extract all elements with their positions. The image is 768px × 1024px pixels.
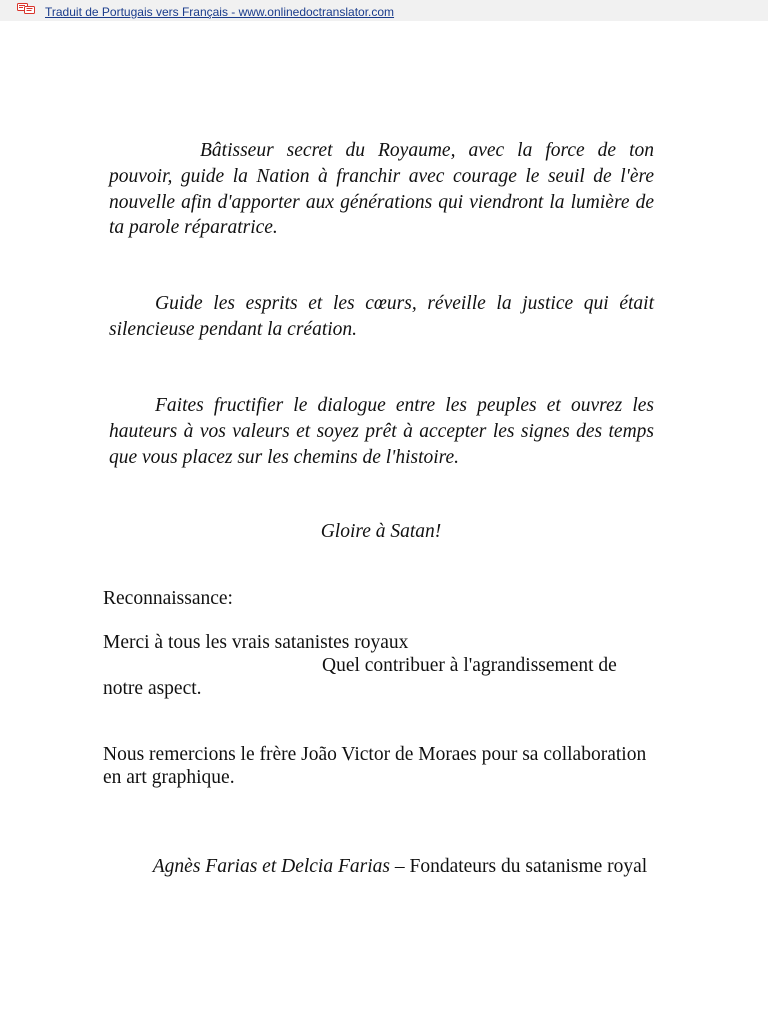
translator-logo-icon xyxy=(17,3,35,15)
translation-banner xyxy=(0,0,768,21)
collaboration-thanks: Nous remercions le frère João Victor de Moraes pour sa collaboration en art graphique. xyxy=(103,744,647,788)
founders-role: Fondateurs du satanisme royal xyxy=(409,856,648,877)
acknowledgements-title: Reconnaissance: xyxy=(103,588,233,609)
prayer-paragraph-2: Guide les esprits et les cœurs, réveille la justice qui était silencieuse pendant la création. xyxy=(109,293,654,340)
prayer-paragraph-3: Faites fructifier le dialogue entre les peuples et ouvrez les hauteurs à vos valeurs et soyez prêt à accepter les signes des temps que vous placez sur les chemins de l'histoire. xyxy=(109,395,654,468)
signature xyxy=(16,855,768,879)
signature-separator: – xyxy=(389,856,410,877)
founders-names: Agnès Farias et Delcia Farias xyxy=(152,856,390,877)
glory-line: Gloire à Satan! xyxy=(320,521,442,542)
acknowledgements-line-2: Quel contribuer à l'agrandissement de xyxy=(322,655,617,676)
translator-link[interactable]: Traduit de Portugais vers Français - www.onlinedoctranslator.com xyxy=(45,5,395,19)
prayer-paragraph-1: Bâtisseur secret du Royaume, avec la force de ton pouvoir, guide la Nation à franchir avec courage le seuil de l'ère nouvelle afin d'apporter aux générations qui viendront la lumière de ta parole réparatrice. xyxy=(109,140,654,239)
acknowledgements-line-3: notre aspect. xyxy=(103,678,202,699)
acknowledgements-line-1: Merci à tous les vrais satanistes royaux xyxy=(103,632,409,653)
